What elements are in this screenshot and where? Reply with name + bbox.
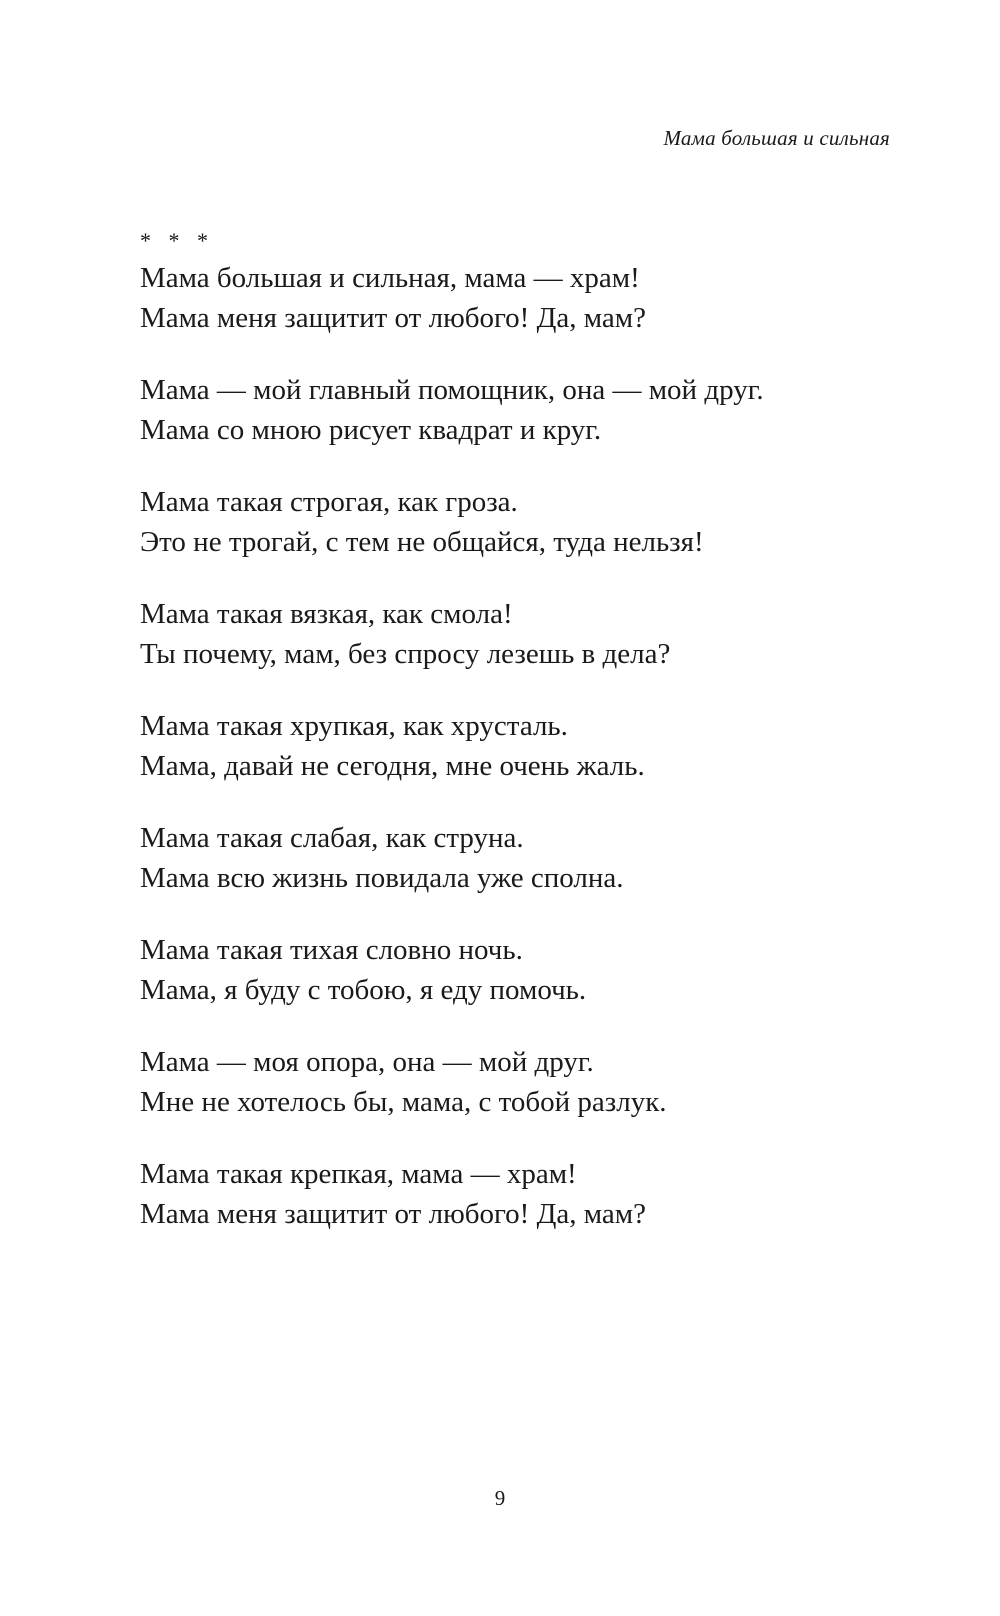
poem-line: Мама такая крепкая, мама — храм! (140, 1158, 577, 1190)
poem-line: Мама меня защитит от любого! Да, мам? (140, 302, 646, 334)
stanza-7 (140, 930, 900, 1010)
poem-line: Мама такая тихая словно ночь. (140, 934, 523, 966)
stanza-4 (140, 594, 900, 674)
poem-line: Ты почему, мам, без спросу лезешь в дела? (140, 638, 671, 670)
asterism: * * * (140, 228, 214, 253)
poem-line: Мне не хотелось бы, мама, с тобой разлук. (140, 1086, 667, 1118)
poem-line: Мама такая слабая, как струна. (140, 822, 524, 854)
poem-line: Мама — моя опора, она — мой друг. (140, 1046, 594, 1078)
poem-line: Мама, давай не сегодня, мне очень жаль. (140, 750, 645, 782)
poem-line: Это не трогай, с тем не общайся, туда нельзя! (140, 526, 704, 558)
stanza-1 (140, 258, 900, 338)
stanza-3 (140, 482, 900, 562)
poem-line: Мама со мною рисует квадрат и круг. (140, 414, 602, 446)
poem-line: Мама меня защитит от любого! Да, мам? (140, 1198, 646, 1230)
poem-line: Мама такая хрупкая, как хрусталь. (140, 710, 568, 742)
stanza-2 (140, 370, 900, 450)
poem-line: Мама всю жизнь повидала уже сполна. (140, 862, 624, 894)
poem-line: Мама такая строгая, как гроза. (140, 486, 518, 518)
poem (140, 224, 900, 1266)
running-header: Мама большая и сильная (663, 126, 890, 150)
stanza-5 (140, 706, 900, 786)
poem-line: Мама большая и сильная, мама — храм! (140, 262, 640, 294)
stanza-6 (140, 818, 900, 898)
page-number: 9 (494, 1486, 506, 1510)
stanza-9 (140, 1154, 900, 1234)
poem-line: Мама, я буду с тобою, я еду помочь. (140, 974, 587, 1006)
stanza-8 (140, 1042, 900, 1122)
poem-line: Мама такая вязкая, как смола! (140, 598, 513, 630)
poem-line: Мама — мой главный помощник, она — мой друг. (140, 374, 764, 406)
